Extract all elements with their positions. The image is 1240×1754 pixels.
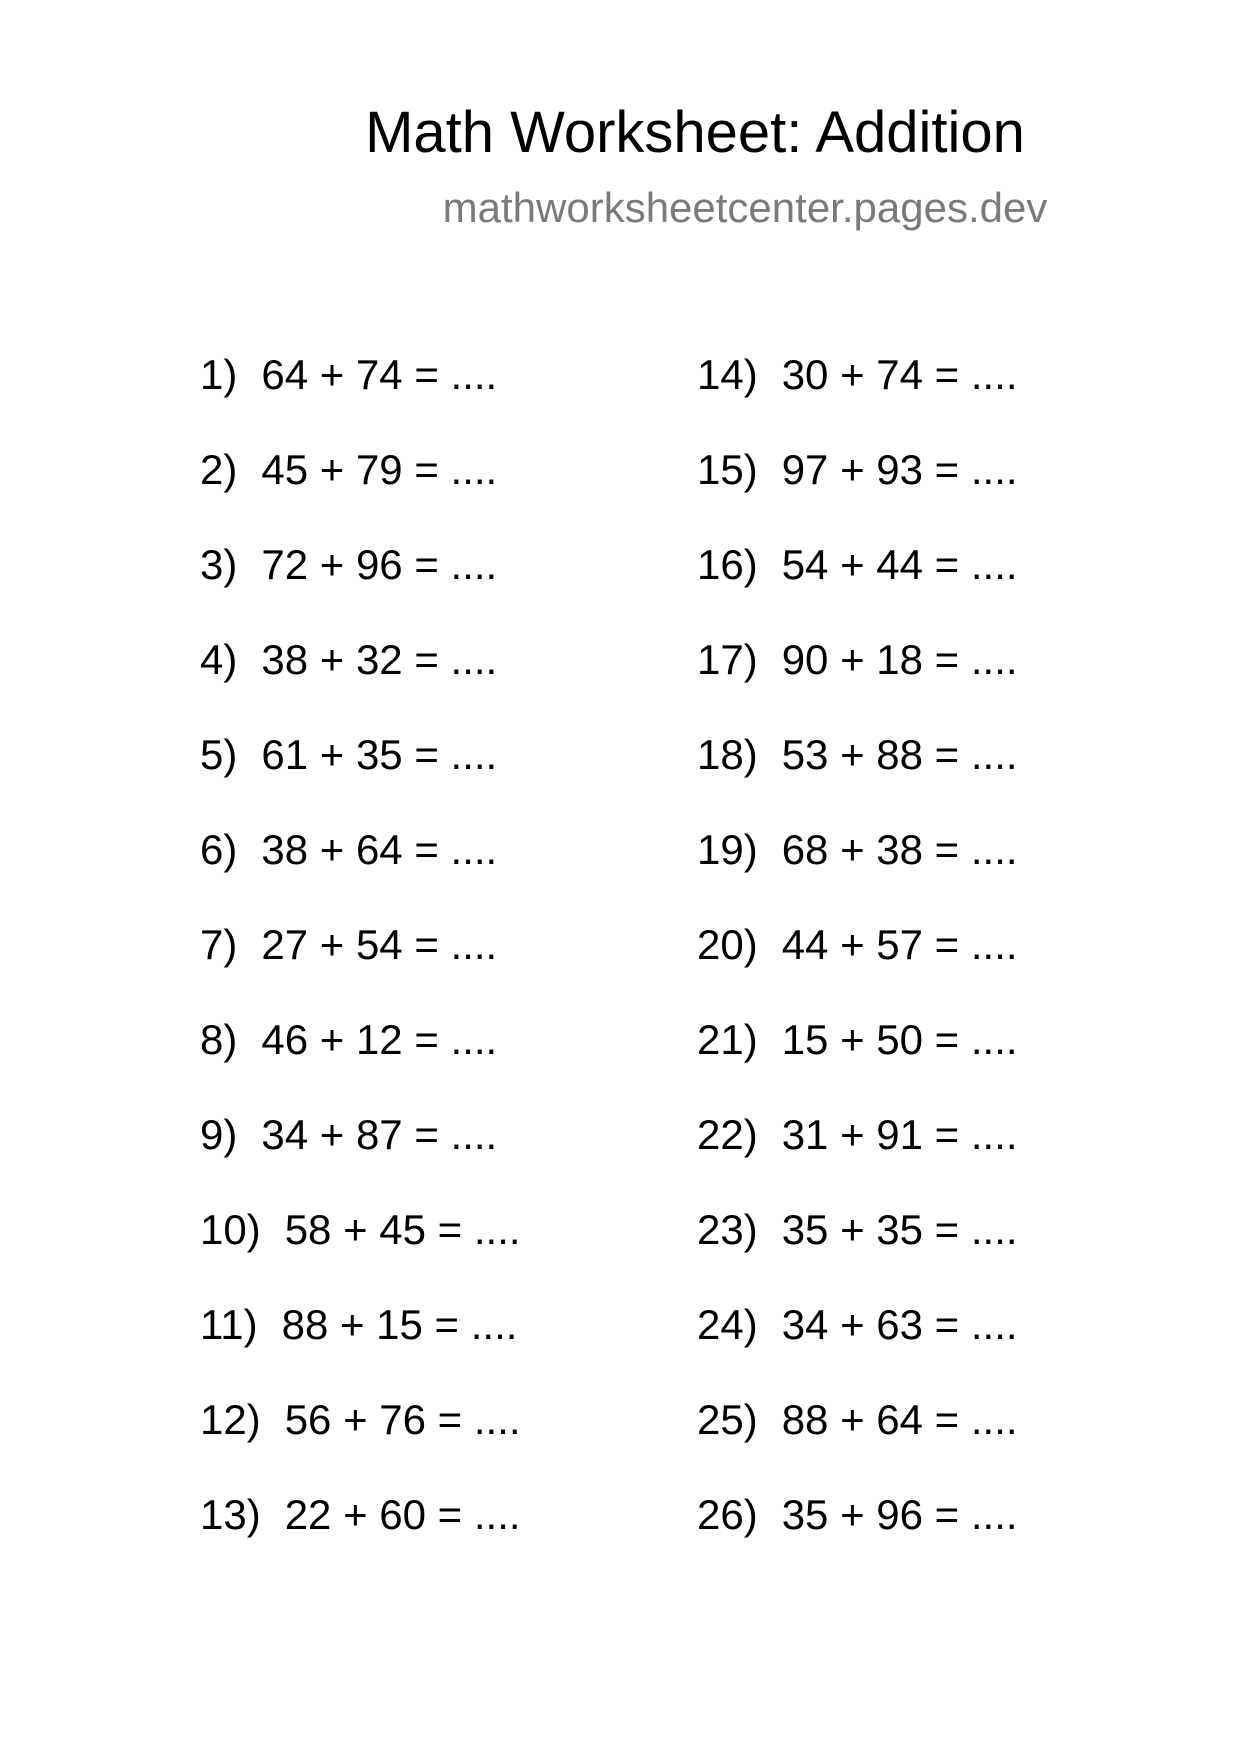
problem-expression: 61 + 35 = ....	[261, 731, 498, 778]
problem-12	[200, 1390, 521, 1485]
problem-expression: 68 + 38 = ....	[781, 826, 1018, 873]
problem-8	[200, 1010, 521, 1105]
problem-7	[200, 915, 521, 1010]
problem-13	[200, 1485, 521, 1580]
problem-25	[697, 1390, 1018, 1485]
problem-number: 20)	[697, 921, 758, 968]
problem-expression: 35 + 35 = ....	[781, 1206, 1018, 1253]
problem-number: 24)	[697, 1301, 758, 1348]
problem-19	[697, 820, 1018, 915]
problem-number: 4)	[200, 636, 238, 683]
problem-expression: 45 + 79 = ....	[261, 446, 498, 493]
problem-number: 25)	[697, 1396, 758, 1443]
problem-17	[697, 630, 1018, 725]
problem-number: 21)	[697, 1016, 758, 1063]
problem-expression: 72 + 96 = ....	[261, 541, 498, 588]
problem-number: 22)	[697, 1111, 758, 1158]
problem-10	[200, 1200, 521, 1295]
problem-number: 23)	[697, 1206, 758, 1253]
problem-23	[697, 1200, 1018, 1295]
problem-number: 3)	[200, 541, 238, 588]
problem-number: 2)	[200, 446, 238, 493]
problem-expression: 58 + 45 = ....	[284, 1206, 521, 1253]
problem-number: 17)	[697, 636, 758, 683]
problem-11	[200, 1295, 521, 1390]
problem-16	[697, 535, 1018, 630]
problem-column-left	[200, 345, 521, 1580]
problem-number: 10)	[200, 1206, 261, 1253]
problem-number: 1)	[200, 351, 238, 398]
problem-15	[697, 440, 1018, 535]
problem-column-right	[697, 345, 1018, 1580]
problem-21	[697, 1010, 1018, 1105]
problem-1	[200, 345, 521, 440]
problem-18	[697, 725, 1018, 820]
problem-5	[200, 725, 521, 820]
problem-number: 9)	[200, 1111, 238, 1158]
problem-expression: 88 + 15 = ....	[281, 1301, 518, 1348]
problem-expression: 54 + 44 = ....	[781, 541, 1018, 588]
problem-expression: 97 + 93 = ....	[781, 446, 1018, 493]
problem-number: 26)	[697, 1491, 758, 1538]
problem-2	[200, 440, 521, 535]
problem-expression: 27 + 54 = ....	[261, 921, 498, 968]
problem-expression: 22 + 60 = ....	[284, 1491, 521, 1538]
problem-expression: 15 + 50 = ....	[781, 1016, 1018, 1063]
problem-number: 13)	[200, 1491, 261, 1538]
problem-expression: 34 + 63 = ....	[781, 1301, 1018, 1348]
problem-26	[697, 1485, 1018, 1580]
problem-expression: 38 + 32 = ....	[261, 636, 498, 683]
problem-expression: 31 + 91 = ....	[781, 1111, 1018, 1158]
website-url: mathworksheetcenter.pages.dev	[442, 184, 1048, 231]
problem-6	[200, 820, 521, 915]
problem-number: 6)	[200, 826, 238, 873]
problem-4	[200, 630, 521, 725]
problem-expression: 38 + 64 = ....	[261, 826, 498, 873]
problem-expression: 56 + 76 = ....	[284, 1396, 521, 1443]
problem-number: 14)	[697, 351, 758, 398]
problem-number: 19)	[697, 826, 758, 873]
problem-14	[697, 345, 1018, 440]
problem-expression: 64 + 74 = ....	[261, 351, 498, 398]
problem-number: 16)	[697, 541, 758, 588]
problem-number: 5)	[200, 731, 238, 778]
problem-22	[697, 1105, 1018, 1200]
problem-expression: 44 + 57 = ....	[781, 921, 1018, 968]
problem-3	[200, 535, 521, 630]
problem-number: 7)	[200, 921, 238, 968]
problem-20	[697, 915, 1018, 1010]
problem-expression: 53 + 88 = ....	[781, 731, 1018, 778]
problem-expression: 90 + 18 = ....	[781, 636, 1018, 683]
problem-24	[697, 1295, 1018, 1390]
worksheet-title: Math Worksheet: Addition	[365, 100, 1025, 165]
problem-number: 8)	[200, 1016, 238, 1063]
problem-number: 18)	[697, 731, 758, 778]
problem-expression: 46 + 12 = ....	[261, 1016, 498, 1063]
problem-expression: 30 + 74 = ....	[781, 351, 1018, 398]
problem-expression: 35 + 96 = ....	[781, 1491, 1018, 1538]
problem-number: 12)	[200, 1396, 261, 1443]
problem-9	[200, 1105, 521, 1200]
problem-number: 15)	[697, 446, 758, 493]
problem-expression: 88 + 64 = ....	[781, 1396, 1018, 1443]
problem-expression: 34 + 87 = ....	[261, 1111, 498, 1158]
problem-number: 11)	[200, 1301, 258, 1348]
